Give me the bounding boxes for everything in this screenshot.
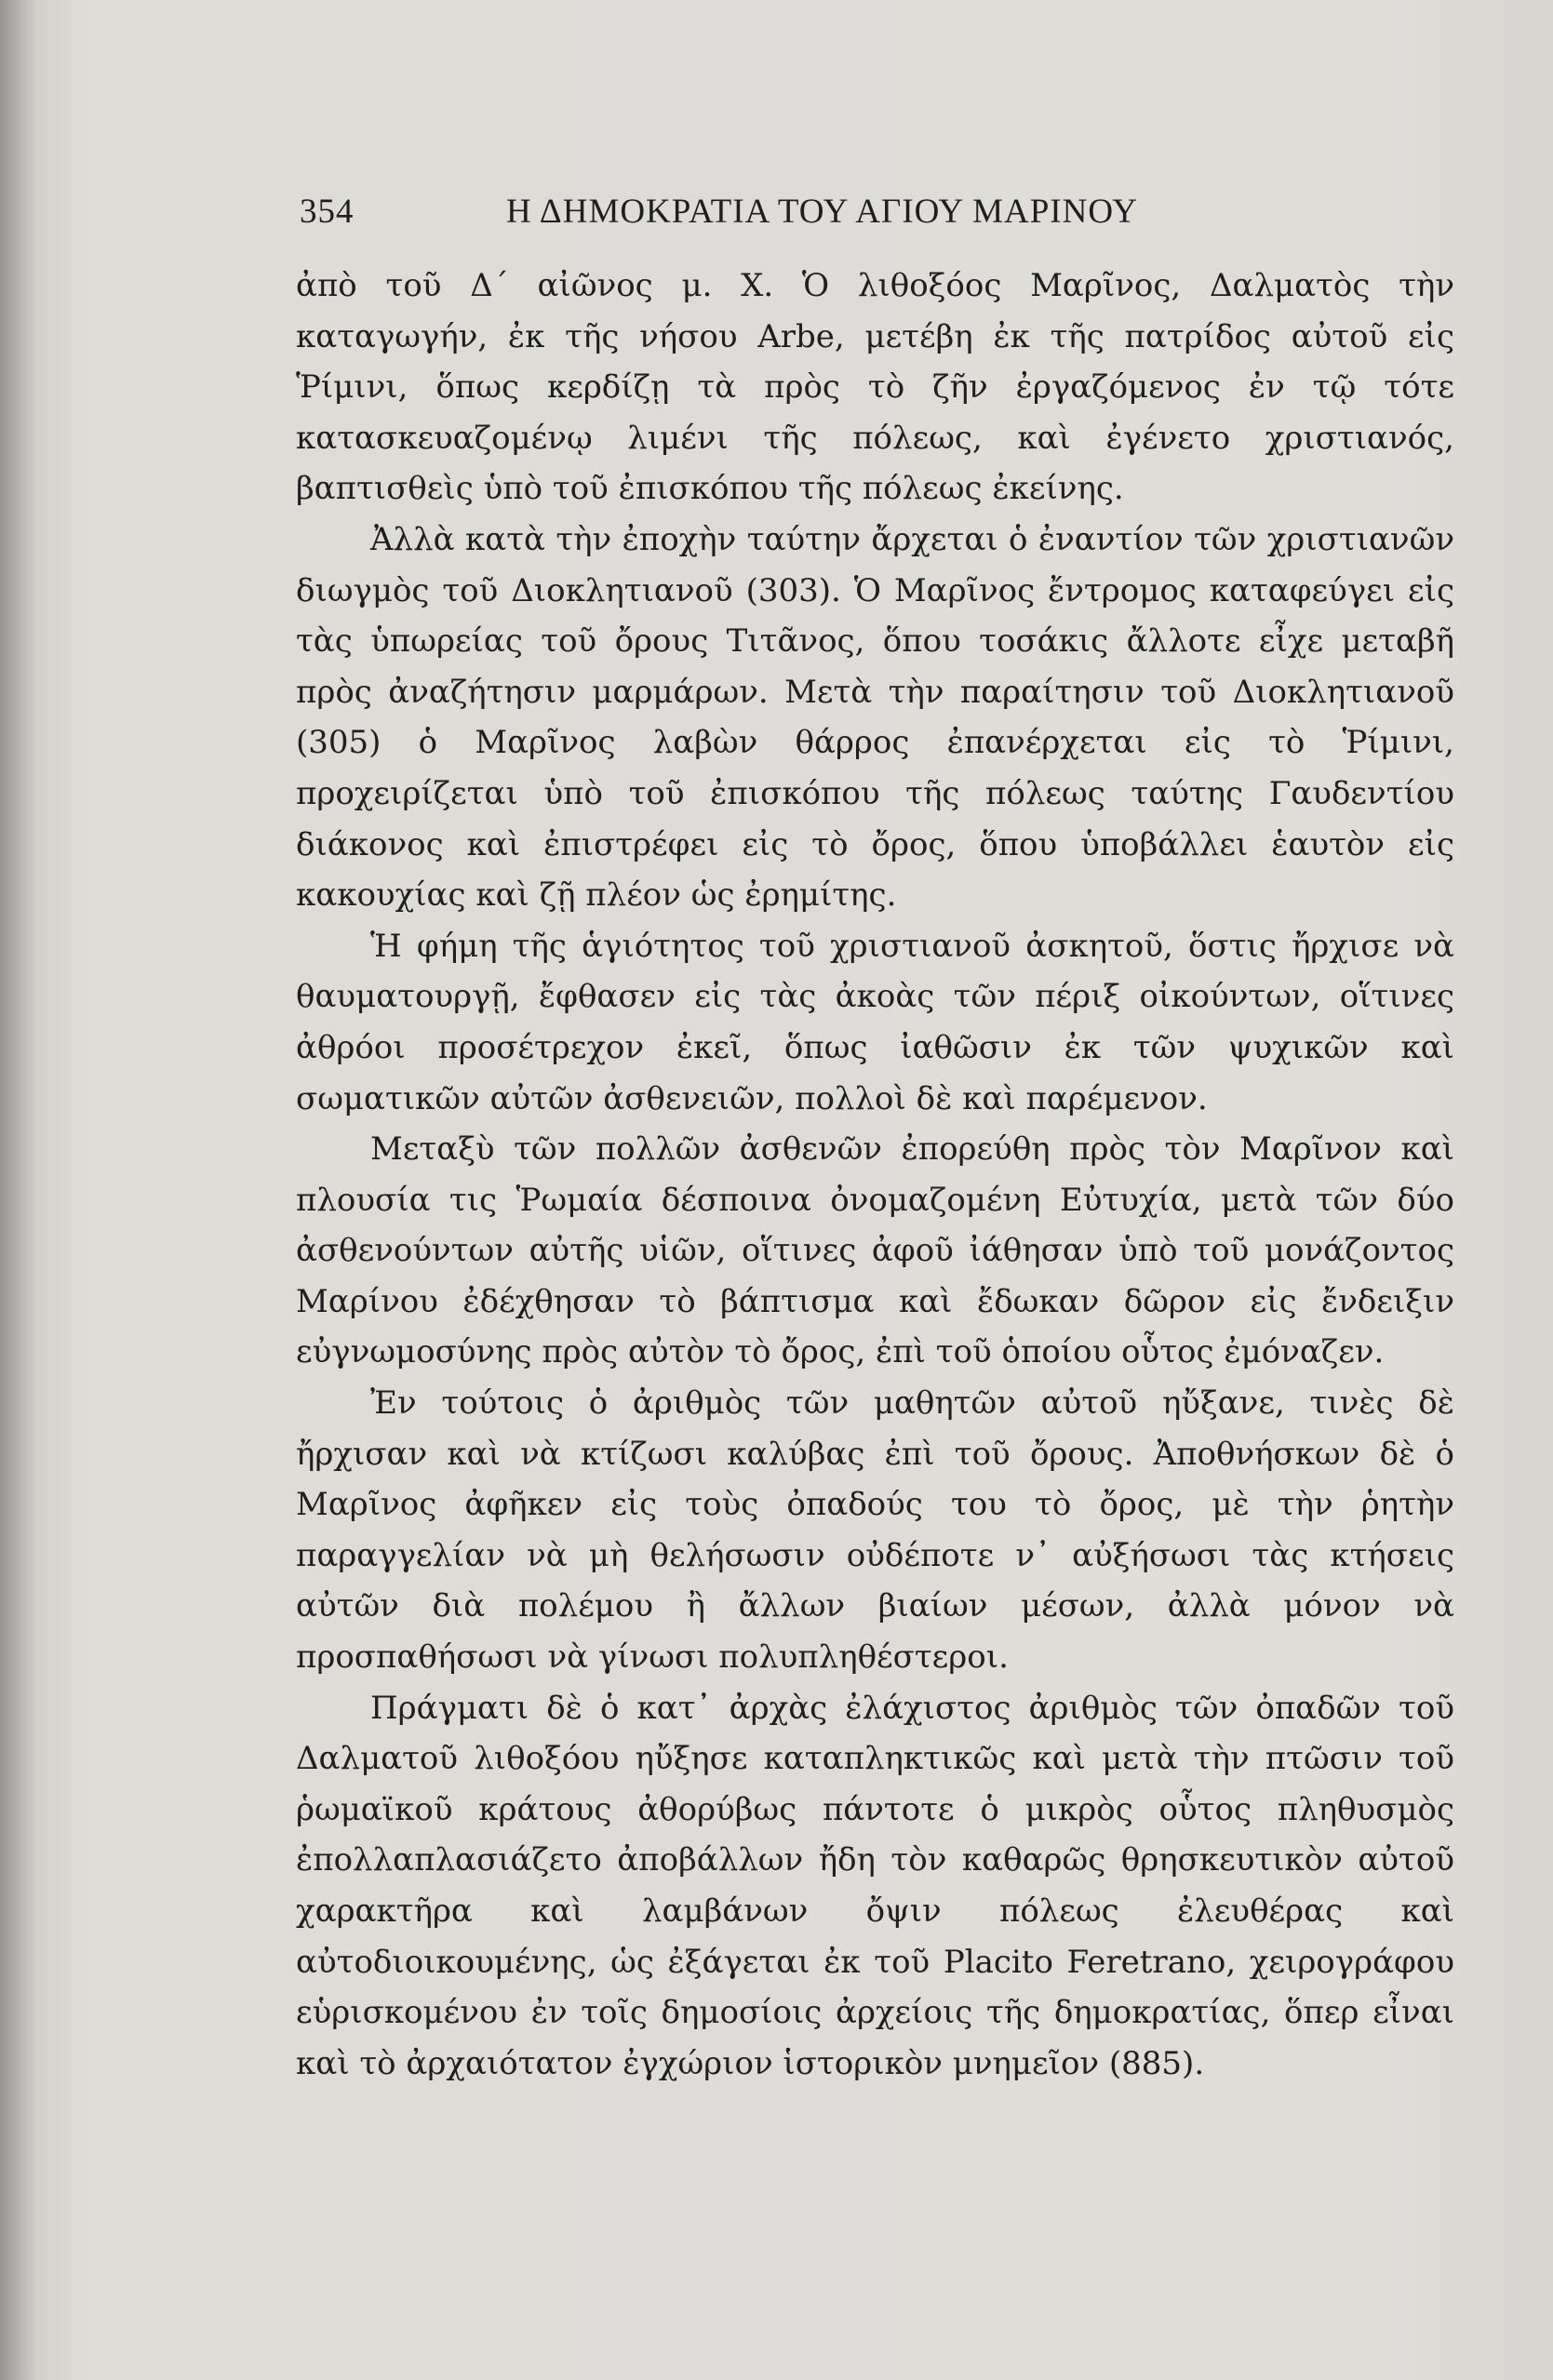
paragraph: Ἀλλὰ κατὰ τὴν ἐποχὴν ταύτην ἄρχεται ὁ ἐναντίον τῶν χριστιανῶν διωγμὸς τοῦ Διοκλητιανοῦ (303). Ὁ Μαρῖνος ἔντρομος καταφεύγει εἰς τὰς ὑπωρείας τοῦ ὄρους Τιτᾶνος, ὅπου τοσάκις ἄλλοτε εἶχε μεταβῆ πρὸς ἀναζήτησιν μαρμάρων. Μετὰ τὴν παραίτησιν τοῦ Διοκλητιανοῦ (305) ὁ Μαρῖνος λαβὼν θάρρος ἐπανέρχεται εἰς τὸ Ῥίμινι, προχειρίζεται ὑπὸ τοῦ ἐπισκόπου τῆς πόλεως ταύτης Γαυδεντίου διάκονος καὶ ἐπιστρέφει εἰς τὸ ὄρος, ὅπου ὑποβάλλει ἑαυτὸν εἰς κακουχίας καὶ ζῇ πλέον ὡς ἐρημίτης. [296, 520, 1454, 915]
paragraph: Μεταξὺ τῶν πολλῶν ἀσθενῶν ἐπορεύθη πρὸς τὸν Μαρῖνον καὶ πλουσία τις Ῥωμαία δέσποινα ὀνομαζομένη Εὐτυχία, μετὰ τῶν δύο ἀσθενούντων αὐτῆς υἱῶν, οἵτινες ἀφοῦ ἰάθησαν ὑπὸ τοῦ μονάζοντος Μαρίνου ἐδέχθησαν τὸ βάπτισμα καὶ ἔδωκαν δῶρον εἰς ἔνδειξιν εὐγνωμοσύνης πρὸς αὐτὸν τὸ ὄρος, ἐπὶ τοῦ ὁποίου οὗτος ἐμόναζεν. [296, 1130, 1454, 1371]
page-header [300, 192, 1249, 247]
paragraph: Πράγματι δὲ ὁ κατ᾽ ἀρχὰς ἐλάχιστος ἀριθμὸς τῶν ὀπαδῶν τοῦ Δαλματοῦ λιθοξόου ηὔξησε καταπληκτικῶς καὶ μετὰ τὴν πτῶσιν τοῦ ῥωμαϊκοῦ κράτους ἀθορύβως πάντοτε ὁ μικρὸς οὗτος πληθυσμὸς ἐπολλαπλασιάζετο ἀποβάλλων ἤδη τὸν καθαρῶς θρησκευτικὸν αὐτοῦ χαρακτῆρα καὶ λαμβάνων ὄψιν πόλεως ἐλευθέρας καὶ αὐτοδιοικουμένης, ὡς ἐξάγεται ἐκ τοῦ Placito Feretrano, χειρογράφου εὑρισκομένου ἐν τοῖς δημοσίοις ἀρχείοις τῆς δημοκρατίας, ὅπερ εἶναι καὶ τὸ ἀρχαιότατον ἐγχώριον ἱστορικὸν μνημεῖον (885). [296, 1689, 1454, 2082]
running-title: Η ΔΗΜΟΚΡΑΤΙΑ ΤΟΥ ΑΓΙΟΥ ΜΑΡΙΝΟΥ [506, 193, 1138, 231]
paragraph: Ἐν τούτοις ὁ ἀριθμὸς τῶν μαθητῶν αὐτοῦ ηὔξανε, τινὲς δὲ ἤρχισαν καὶ νὰ κτίζωσι καλύβας ἐπὶ τοῦ ὄρους. Ἀποθνήσκων δὲ ὁ Μαρῖνος ἀφῆκεν εἰς τοὺς ὀπαδούς του τὸ ὄρος, μὲ τὴν ῥητὴν παραγγελίαν νὰ μὴ θελήσωσιν οὐδέποτε ν᾽ αὐξήσωσι τὰς κτήσεις αὐτῶν διὰ πολέμου ἢ ἄλλων βιαίων μέσων, ἀλλὰ μόνον νὰ προσπαθήσωσι νὰ γίνωσι πολυπληθέστεροι. [296, 1384, 1454, 1677]
paragraph: ἀπὸ τοῦ Δ΄ αἰῶνος μ. Χ. Ὁ λιθοξόος Μαρῖνος, Δαλματὸς τὴν καταγωγήν, ἐκ τῆς νήσου Arbe, μετέβη ἐκ τῆς πατρίδος αὐτοῦ εἰς Ῥίμινι, ὅπως κερδίζῃ τὰ πρὸς τὸ ζῆν ἐργαζόμενος ἐν τῷ τότε κατασκευαζομένῳ λιμένι τῆς πόλεως, καὶ ἐγένετο χριστιανός, βαπτισθεὶς ὑπὸ τοῦ ἐπισκόπου τῆς πόλεως ἐκείνης. [296, 267, 1454, 508]
page-number: 354 [300, 193, 355, 231]
book-spine-shadow [0, 0, 37, 2380]
body-text [296, 261, 1454, 2089]
paragraph: Ἡ φήμη τῆς ἁγιότητος τοῦ χριστιανοῦ ἀσκητοῦ, ὅστις ἤρχισε νὰ θαυματουργῇ, ἔφθασεν εἰς τὰς ἀκοὰς τῶν πέριξ οἰκούντων, οἵτινες ἀθρόοι προσέτρεχον ἐκεῖ, ὅπως ἰαθῶσιν ἐκ τῶν ψυχικῶν καὶ σωματικῶν αὐτῶν ἀσθενειῶν, πολλοὶ δὲ καὶ παρέμενον. [296, 927, 1454, 1117]
